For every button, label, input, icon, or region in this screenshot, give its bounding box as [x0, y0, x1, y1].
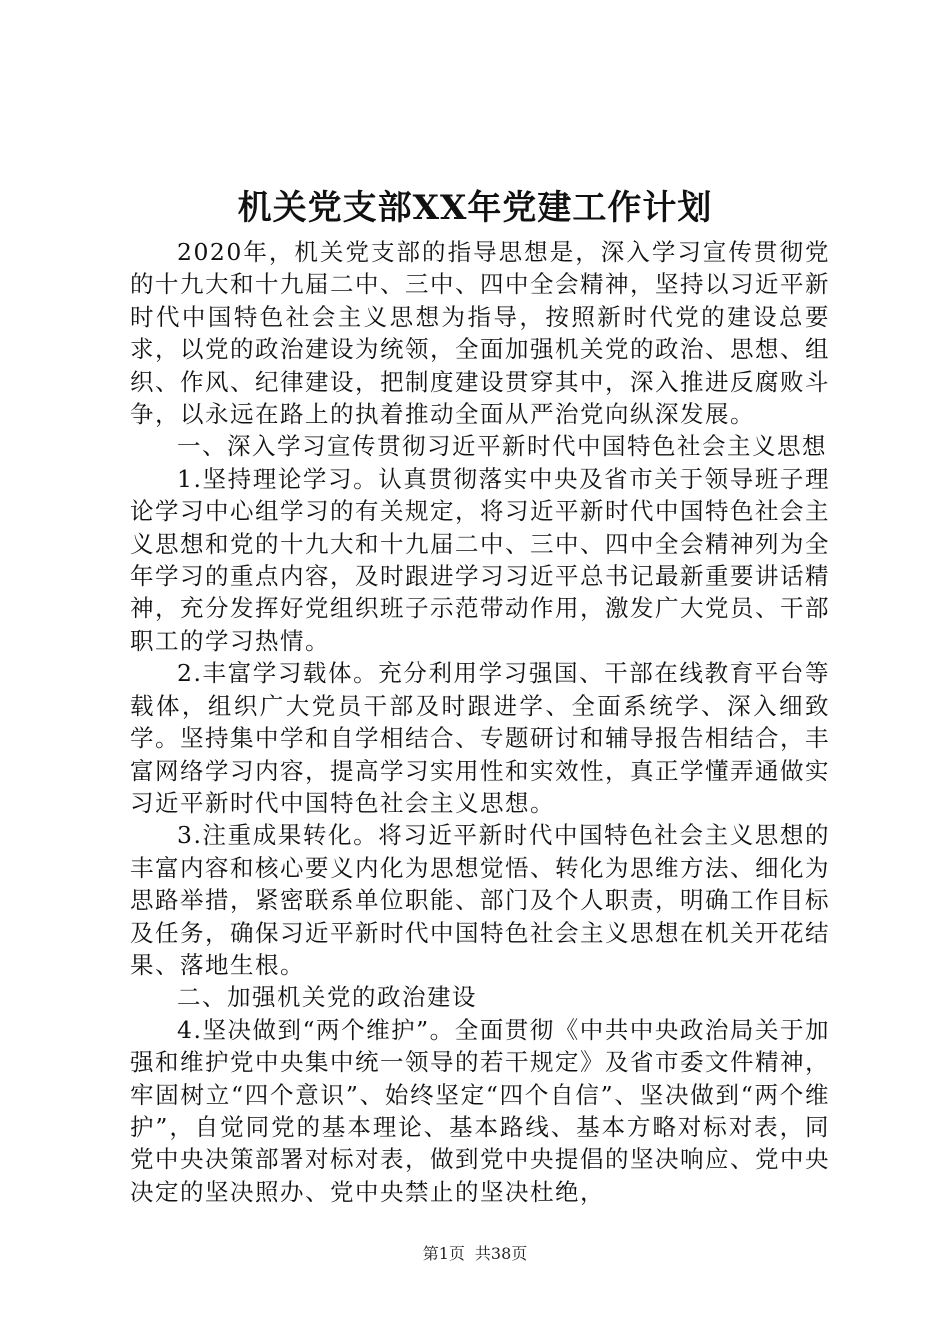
paragraph-item-3: 3.注重成果转化。将习近平新时代中国特色社会主义思想的丰富内容和核心要义内化为思想觉悟、转化为思维方法、细化为思路举措，紧密联系单位职能、部门及个人职责，明确工作目标及任务，确保习近平新时代中国特色社会主义思想在机关开花结果、落地生根。: [130, 821, 830, 979]
document-title: 机关党支部XX年党建工作计划: [237, 188, 713, 228]
total-pages: 共38页: [474, 1244, 528, 1263]
section-heading-1: 一、深入学习宣传贯彻习近平新时代中国特色社会主义思想: [177, 432, 827, 461]
page-footer: [0, 1244, 950, 1264]
document-body: [130, 236, 830, 1208]
paragraph-item-4: 4.坚决做到“两个维护”。全面贯彻《中共中央政治局关于加强和维护党中央集中统一领导的若干规定》及省市委文件精神，牢固树立“四个意识”、始终坚定“四个自信”、坚决做到“两个维护”，自觉同党的基本理论、基本路线、基本方略对标对表，同党中央决策部署对标对表，做到党中央提倡的坚决响应、党中央决定的坚决照办、党中央禁止的坚决杜绝，: [130, 1015, 830, 1206]
paragraph-item-1: 1.坚持理论学习。认真贯彻落实中央及省市关于领导班子理论学习中心组学习的有关规定，将习近平新时代中国特色社会主义思想和党的十九大和十九届二中、三中、四中全会精神列为全年学习的重点内容，及时跟进学习习近平总书记最新重要讲话精神，充分发挥好党组织班子示范带动作用，激发广大党员、干部职工的学习热情。: [130, 464, 830, 655]
page-number: 第1页: [422, 1244, 465, 1263]
paragraph-item-2: 2.丰富学习载体。充分利用学习强国、干部在线教育平台等载体，组织广大党员干部及时跟进学、全面系统学、深入细致学。坚持集中学和自学相结合、专题研讨和辅导报告相结合，丰富网络学习内容，提高学习实用性和实效性，真正学懂弄通做实习近平新时代中国特色社会主义思想。: [130, 659, 830, 817]
section-heading-2: 二、加强机关党的政治建设: [177, 983, 477, 1012]
paragraph-intro: 2020年，机关党支部的指导思想是，深入学习宣传贯彻党的十九大和十九届二中、三中、四中全会精神，坚持以习近平新时代中国特色社会主义思想为指导，按照新时代党的建设总要求，以党的政治建设为统领，全面加强机关党的政治、思想、组织、作风、纪律建设，把制度建设贯穿其中，深入推进反腐败斗争，以永远在路上的执着推动全面从严治党向纵深发展。: [130, 238, 830, 429]
